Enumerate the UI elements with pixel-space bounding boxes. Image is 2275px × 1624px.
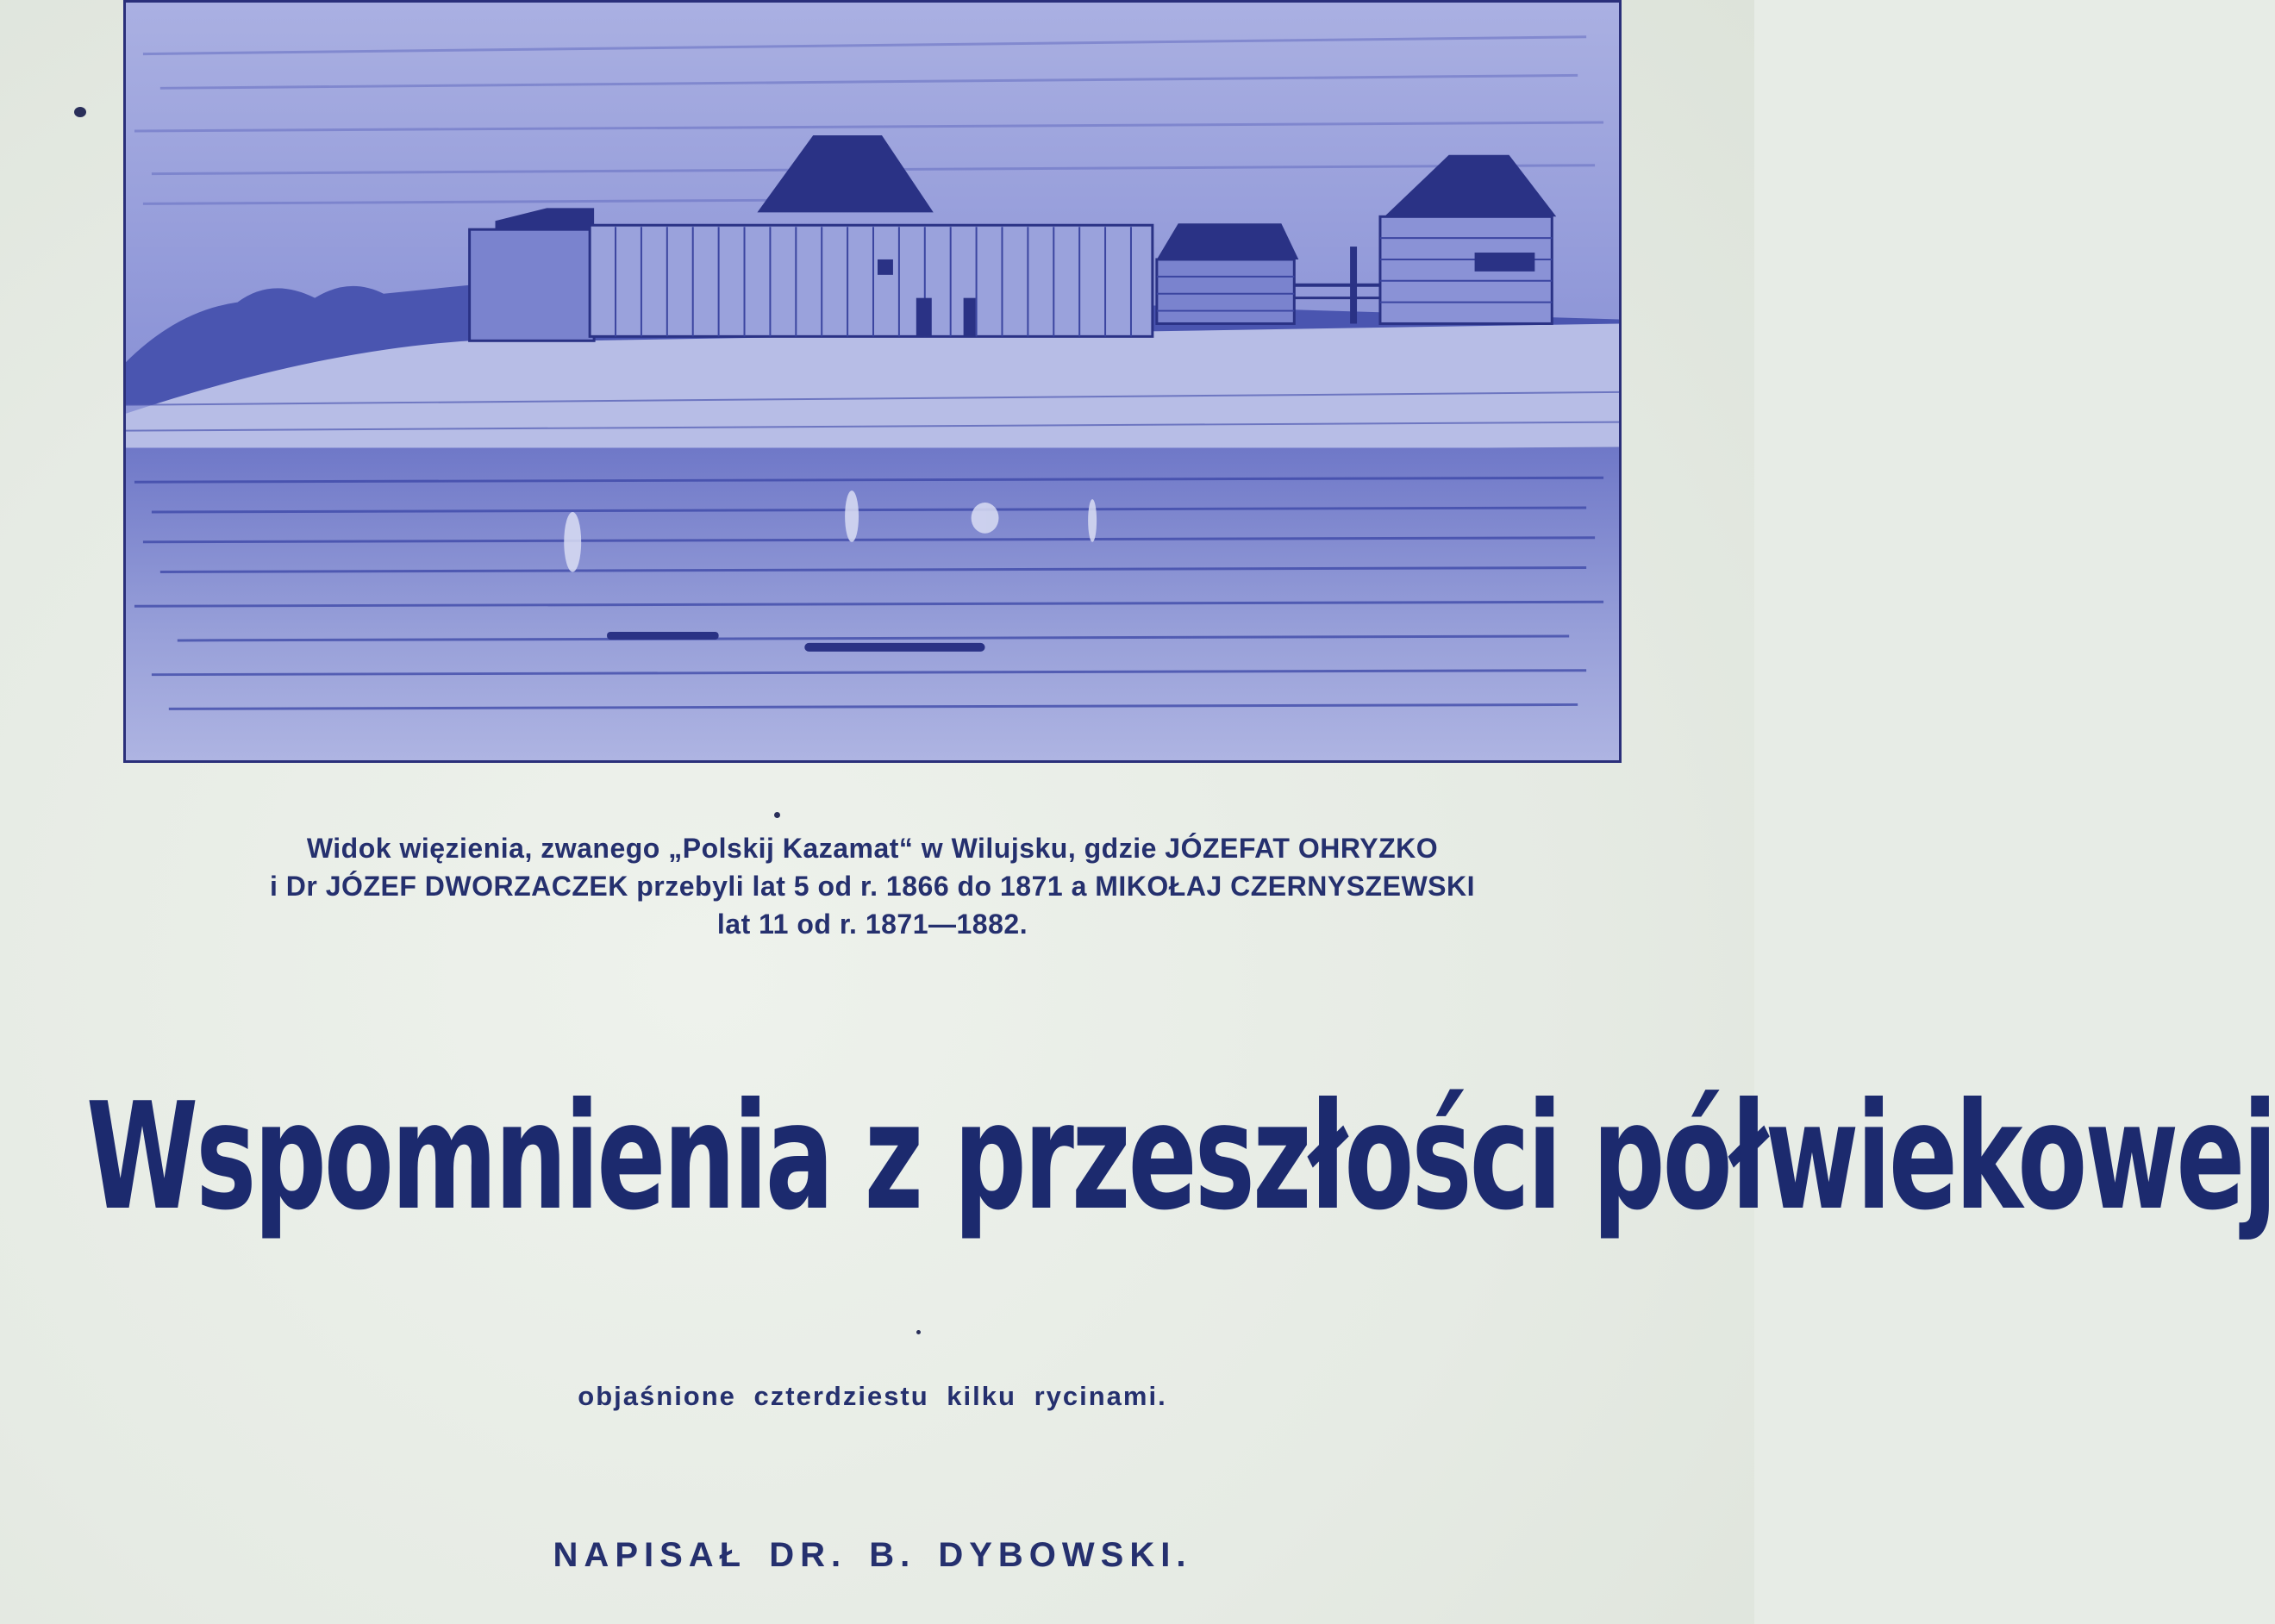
book-subtitle: objaśnione czterdziestu kilku rycinami. <box>578 1381 1167 1411</box>
caption-line-2: i Dr JÓZEF DWORZACZEK przebyli lat 5 od r. 1866 do 1871 a MIKOŁAJ CZERNYSZEWSKI <box>270 871 1475 902</box>
prison-drawing <box>126 3 1619 760</box>
gate <box>916 298 932 337</box>
book-title: Wspomnienia z przeszłości półwiekowej <box>86 1070 2275 1243</box>
east-cabin <box>1157 223 1298 323</box>
caption-line-1: Widok więzienia, zwanego „Polskij Kazamat“ w Wilujsku, gdzie JÓZEFAT OHRYZKO <box>306 833 1439 864</box>
ink-speck <box>74 107 86 117</box>
palisade-wall <box>590 225 1153 336</box>
prison-illustration <box>123 0 1622 763</box>
illustration-caption <box>123 829 1622 943</box>
author-line: NAPISAŁ DR. B. DYBOWSKI. <box>553 1536 1192 1574</box>
caption-line-3: lat 11 od r. 1871—1882. <box>716 909 1028 940</box>
ink-speck <box>774 812 780 818</box>
ink-speck <box>916 1330 921 1334</box>
